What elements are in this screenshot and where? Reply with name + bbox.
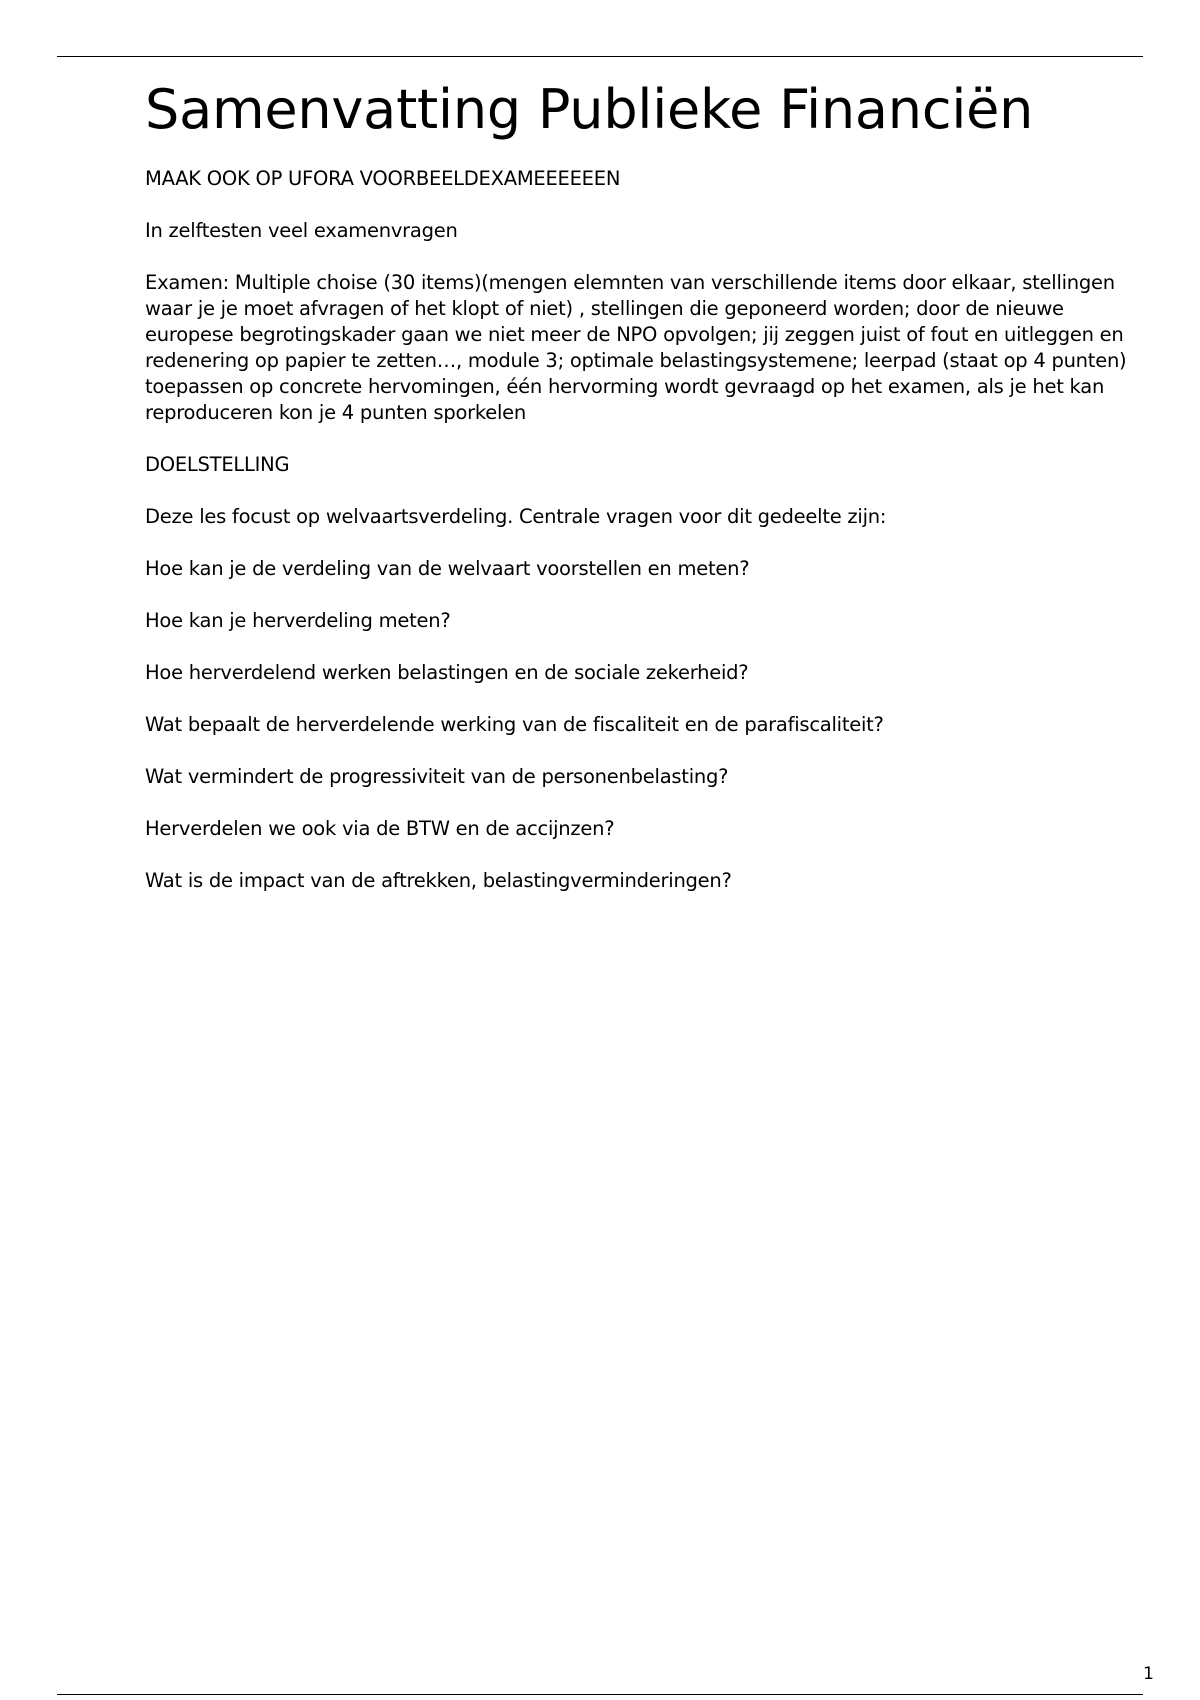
note-ufora: MAAK OOK OP UFORA VOORBEELDEXAMEEEEEEN <box>145 167 621 190</box>
question-item: Wat bepaalt de herverdelende werking van de fiscaliteit en de parafiscaliteit? <box>145 713 884 736</box>
note-zelftesten: In zelftesten veel examenvragen <box>145 219 458 242</box>
intro-paragraph: Deze les focust op welvaartsverdeling. Centrale vragen voor dit gedeelte zijn: <box>145 505 887 528</box>
question-item: Hoe herverdelend werken belastingen en de sociale zekerheid? <box>145 661 749 684</box>
section-heading-doelstelling: DOELSTELLING <box>145 453 290 476</box>
document-title: Samenvatting Publieke Financiën <box>145 78 1034 141</box>
exam-description: Examen: Multiple choise (30 items)(mengen elemnten van verschillende items door elkaar, stellingen waar je je moet afvragen of het klopt of niet) , stellingen die geponeerd worden; door de nieuwe europese begrotingskader gaan we niet meer de NPO opvolgen; jij zeggen juist of fout en uitleggen en redenering op papier te zetten…, module 3; optimale belastingsystemene; leerpad (staat op 4 punten) toepassen op concrete hervomingen, één hervorming wordt gevraagd op het examen, als je het kan reproduceren kon je 4 punten sporkelen <box>145 271 1127 424</box>
question-item: Hoe kan je herverdeling meten? <box>145 609 451 632</box>
top-rule <box>57 56 1143 57</box>
question-item: Hoe kan je de verdeling van de welvaart voorstellen en meten? <box>145 557 750 580</box>
question-item: Herverdelen we ook via de BTW en de accijnzen? <box>145 817 615 840</box>
question-item: Wat is de impact van de aftrekken, belastingverminderingen? <box>145 869 732 892</box>
question-item: Wat vermindert de progressiviteit van de personenbelasting? <box>145 765 729 788</box>
document-body <box>145 74 1155 920</box>
bottom-rule <box>57 1694 1143 1695</box>
page-number: 1 <box>1143 1664 1154 1684</box>
